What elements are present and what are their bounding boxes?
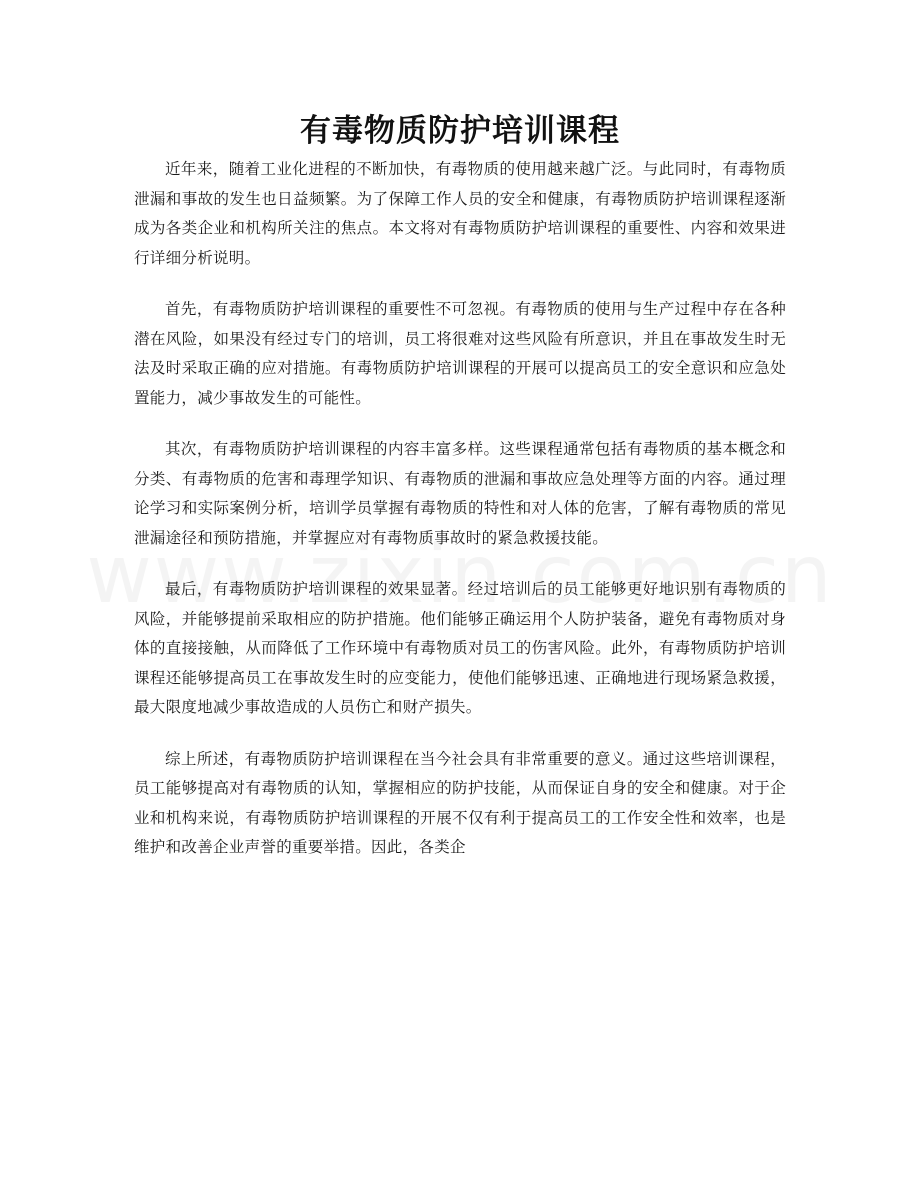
paragraph-content: 其次，有毒物质防护培训课程的内容丰富多样。这些课程通常包括有毒物质的基本概念和分类、有毒物质的危害和毒理学知识、有毒物质的泄漏和事故应急处理等方面的内容。通过理论学习和实际案例分析，培训学员掌握有毒物质的特性和对人体的危害，了解有毒物质的常见泄漏途径和预防措施，并掌握应对有毒物质事故时的紧急救援技能。	[134, 440, 786, 547]
document-title: 有毒物质防护培训课程	[300, 113, 620, 149]
document-body	[134, 155, 786, 885]
paragraph-importance: 首先，有毒物质防护培训课程的重要性不可忽视。有毒物质的使用与生产过程中存在各种潜在风险，如果没有经过专门的培训，员工将很难对这些风险有所意识，并且在事故发生时无法及时采取正确的应对措施。有毒物质防护培训课程的开展可以提高员工的安全意识和应急处置能力，减少事故发生的可能性。	[134, 300, 786, 407]
paragraph-conclusion: 综上所述，有毒物质防护培训课程在当今社会具有非常重要的意义。通过这些培训课程，员工能够提高对有毒物质的认知，掌握相应的防护技能，从而保证自身的安全和健康。对于企业和机构来说，有毒物质防护培训课程的开展不仅有利于提高员工的工作安全性和效率，也是维护和改善企业声誉的重要举措。因此，各类企	[134, 749, 786, 856]
paragraph-intro: 近年来，随着工业化进程的不断加快，有毒物质的使用越来越广泛。与此同时，有毒物质泄漏和事故的发生也日益频繁。为了保障工作人员的安全和健康，有毒物质防护培训课程逐渐成为各类企业和机构所关注的焦点。本文将对有毒物质防护培训课程的重要性、内容和效果进行详细分析说明。	[134, 160, 786, 267]
paragraph-effect: 最后，有毒物质防护培训课程的效果显著。经过培训后的员工能够更好地识别有毒物质的风险，并能够提前采取相应的防护措施。他们能够正确运用个人防护装备，避免有毒物质对身体的直接接触，从而降低了工作环境中有毒物质对员工的伤害风险。此外，有毒物质防护培训课程还能够提高员工在事故发生时的应变能力，使他们能够迅速、正确地进行现场紧急救援，最大限度地减少事故造成的人员伤亡和财产损失。	[134, 580, 786, 716]
